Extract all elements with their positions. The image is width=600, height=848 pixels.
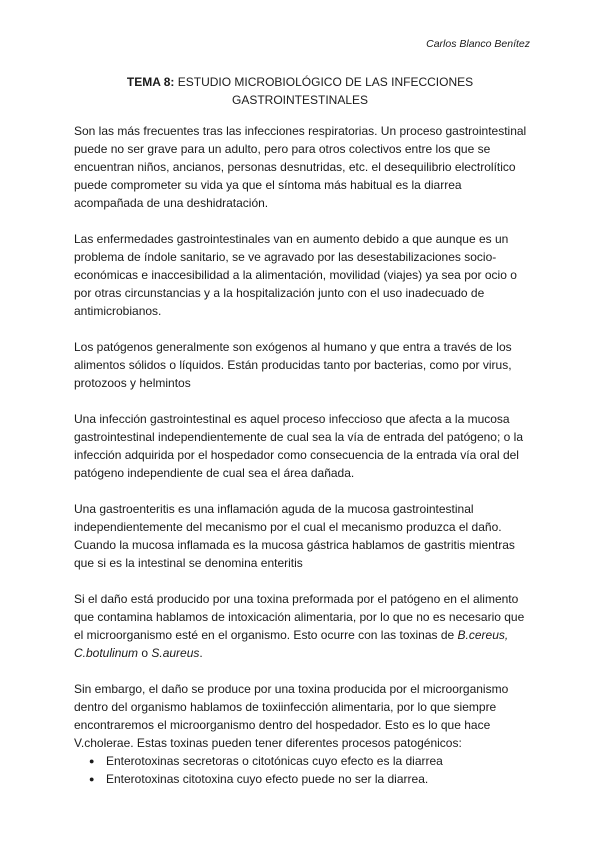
list-item: [89, 752, 534, 770]
document-title: [80, 73, 520, 109]
toxin-text: Si el daño está producido por una toxina preformada por el patógeno en el alimento que contamina hablamos de intoxicación alimentaria, por lo que no es necesario que el microorganismo esté en el organismo. Esto ocurre con las toxinas de: [74, 592, 525, 642]
list-item-text: Enterotoxinas secretoras o citotónicas cuyo efecto es la diarrea: [106, 754, 443, 768]
author-header: Carlos Blanco Benítez: [426, 38, 530, 50]
paragraph: Una gastroenteritis es una inflamación aguda de la mucosa gastrointestinal independientemente del mecanismo por el cual el mecanismo produzca el daño. Cuando la mucosa inflamada es la mucosa gástrica hablamos de gastritis mientras que si es la intestinal se denomina enteritis: [74, 502, 515, 570]
species-name: C.botulinum: [74, 646, 139, 660]
bullet-icon: ●: [89, 774, 95, 784]
paragraph: Son las más frecuentes tras las infecciones respiratorias. Un proceso gastrointestinal puede no ser grave para un adulto, pero para otros colectivos entre los que se encuentran niños, ancianos, personas desnutridas, etc. el desequilibrio electrolítico puede comprometer su vida ya que el síntoma más habitual es la diarrea acompañada de una deshidratación.: [74, 124, 527, 210]
separator: o: [138, 646, 152, 660]
paragraph: Los patógenos generalmente son exógenos al humano y que entra a través de los alimentos sólidos o líquidos. Están producidas tanto por bacterias, como por virus, protozoos y helmintos: [74, 340, 512, 390]
species-name: B.cereus,: [457, 628, 509, 642]
bullet-icon: ●: [89, 756, 95, 766]
bullet-list: [74, 752, 534, 788]
separator: .: [199, 646, 203, 660]
document-body: [74, 122, 534, 788]
paragraph: Sin embargo, el daño se produce por una toxina producida por el microorganismo dentro del organismo hablamos de toxiinfección alimentaria, por lo que siempre encontraremos el microorganismo dentro del hospedador. Esto es lo que hace V.cholerae. Estas toxinas pueden tener diferentes procesos patogénicos:: [74, 682, 509, 750]
paragraph: Una infección gastrointestinal es aquel proceso infeccioso que afecta a la mucosa gastrointestinal independientemente de cual sea la vía de entrada del patógeno; o la infección adquirida por el hospedador como consecuencia de la entrada vía oral del patógeno independiente de cual sea el área dañada.: [74, 412, 523, 480]
list-item: [89, 770, 534, 788]
paragraph-toxins: [74, 590, 534, 662]
paragraph: Las enfermedades gastrointestinales van en aumento debido a que aunque es un problema de índole sanitario, se ve agravado por las desestabilizaciones socio-económicas e inaccesibilidad a la alimentación, movilidad (viajes) ya sea por ocio o por otras circunstancias y a la hospitalización junto con el uso inadecuado de antimicrobianos.: [74, 232, 517, 318]
species-name: S.aureus: [151, 646, 200, 660]
list-item-text: Enterotoxinas citotoxina cuyo efecto puede no ser la diarrea.: [106, 772, 429, 786]
title-prefix: TEMA 8:: [126, 75, 175, 89]
title-text: ESTUDIO MICROBIOLÓGICO DE LAS INFECCIONES GASTROINTESTINALES: [174, 75, 474, 107]
